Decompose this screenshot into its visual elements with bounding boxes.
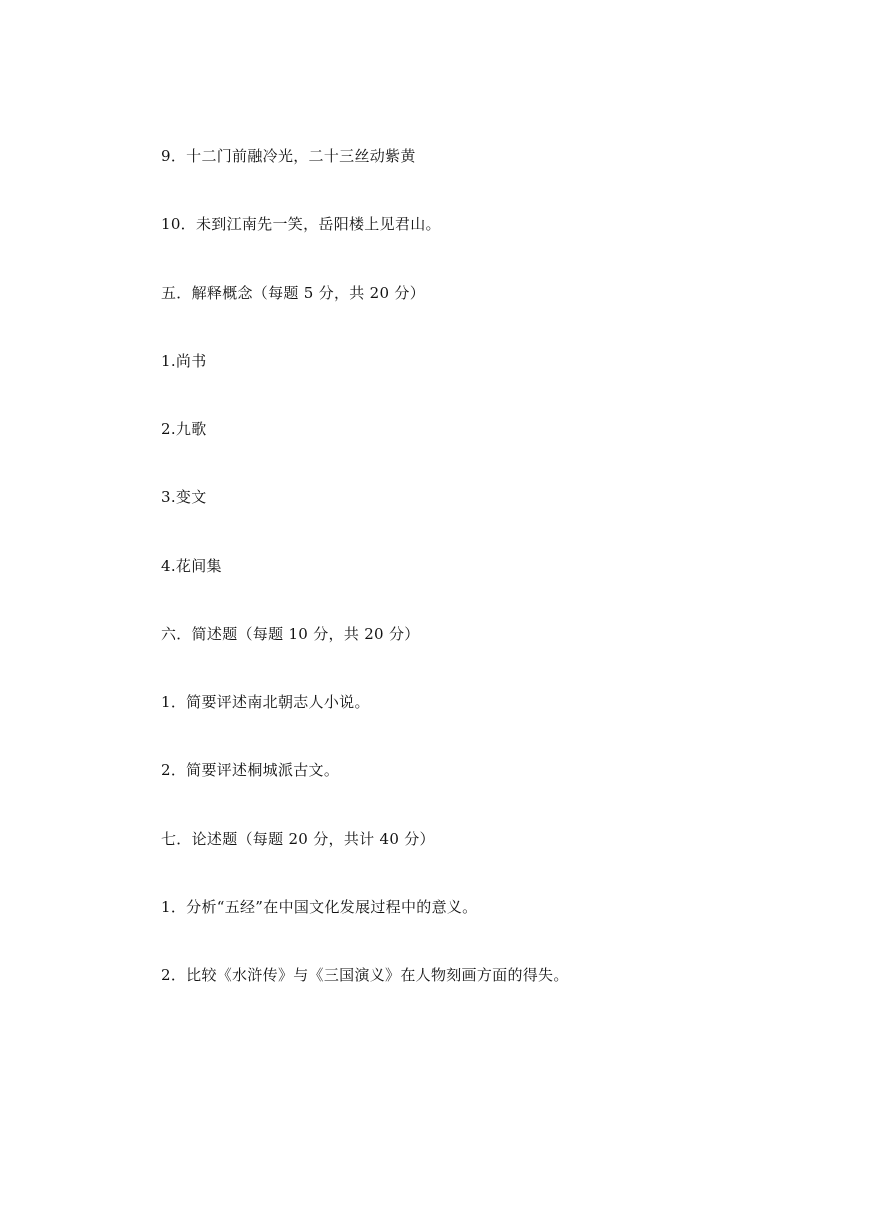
question-9: 9．十二门前融冷光，二十三丝动紫黄 [161,147,416,165]
concept-3: 3.变文 [161,488,207,506]
question-10: 10．未到江南先一笑，岳阳楼上见君山。 [161,215,441,233]
essay-2: 2．比较《水浒传》与《三国演义》在人物刻画方面的得失。 [161,966,569,984]
section-7-heading: 七．论述题（每题 20 分，共计 40 分） [161,830,435,848]
essay-1: 1．分析“五经”在中国文化发展过程中的意义。 [161,898,478,916]
concept-2: 2.九歌 [161,420,207,438]
concept-4: 4.花间集 [161,557,222,575]
concept-1: 1.尚书 [161,352,207,370]
short-answer-2: 2．简要评述桐城派古文。 [161,761,340,779]
section-6-heading: 六．简述题（每题 10 分，共 20 分） [161,625,420,643]
short-answer-1: 1．简要评述南北朝志人小说。 [161,693,370,711]
section-5-heading: 五．解释概念（每题 5 分，共 20 分） [161,284,426,302]
